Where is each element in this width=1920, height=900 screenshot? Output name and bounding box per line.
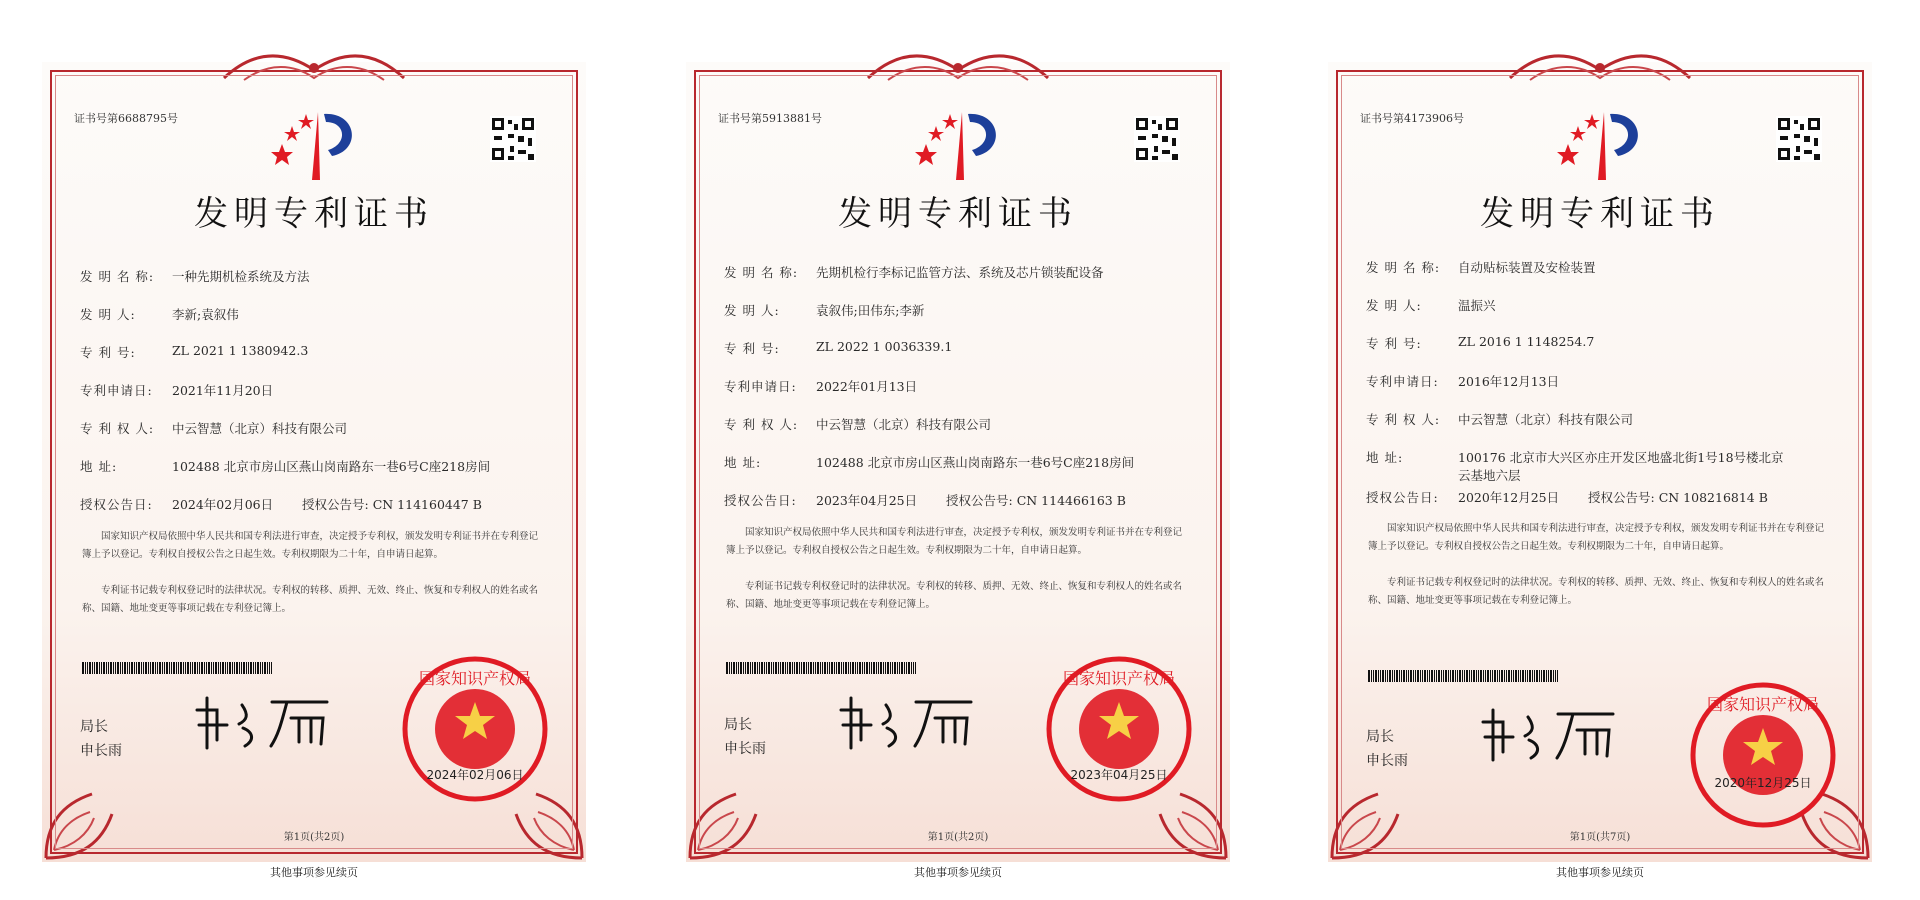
certificate-number: 证书号第4173906号 [1360, 112, 1464, 125]
corner-ornament-icon [42, 784, 120, 862]
publication-number-field: 授权公告号: CN 114160447 B [302, 497, 482, 512]
patent-number-field: 专 利 号: ZL 2022 1 0036339.1 [724, 339, 953, 356]
invention-name-field: 发 明 名 称: 一种先期机检系统及方法 [80, 269, 310, 284]
legal-status-statement: 专利证书记载专利权登记时的法律状况。专利权的转移、质押、无效、终止、恢复和专利权人的姓名或名称、国籍、地址变更等事项记载在专利登记簿上。 [726, 581, 1183, 610]
grant-statement: 国家知识产权局依照中华人民共和国专利法进行审查，决定授予专利权，颁发发明专利证书并在专利登记簿上予以登记。专利权自授权公告之日起生效。专利权期限为二十年，自申请日起算。 [82, 531, 539, 560]
certificate-number: 证书号第6688795号 [74, 112, 178, 125]
corner-ornament-icon [1328, 784, 1406, 862]
page-number: 第1页(共7页) [1569, 832, 1631, 843]
cnipa-logo-icon [1548, 104, 1658, 182]
certificate-title: 发明专利证书 [1480, 194, 1720, 234]
legal-status-statement: 专利证书记载专利权登记时的法律状况。专利权的转移、质押、无效、终止、恢复和专利权人的姓名或名称、国籍、地址变更等事项记载在专利登记簿上。 [1368, 577, 1825, 606]
page-number: 第1页(共2页) [927, 832, 989, 843]
cnipa-logo-icon [262, 104, 372, 182]
director-name: 申长雨 [1366, 753, 1408, 769]
inventor-field: 发 明 人: 袁叙伟;田伟东;李新 [724, 303, 925, 318]
barcode-icon [82, 662, 272, 674]
certificate-1 [42, 62, 586, 862]
certificate-title: 发明专利证书 [194, 194, 434, 234]
director-name: 申长雨 [724, 741, 766, 757]
application-date-field: 专利申请日: 2016年12月13日 [1366, 374, 1560, 389]
cnipa-logo-icon [906, 104, 1016, 182]
director-title: 局长 [724, 717, 752, 733]
legal-status-statement: 专利证书记载专利权登记时的法律状况。专利权的转移、质押、无效、终止、恢复和专利权人的姓名或名称、国籍、地址变更等事项记载在专利登记簿上。 [82, 585, 539, 614]
application-date-field: 专利申请日: 2022年01月13日 [724, 379, 918, 394]
barcode-icon [1368, 670, 1558, 682]
footer-note: 其他事项参见续页 [270, 866, 358, 879]
address-field: 地 址: 102488 北京市房山区燕山岗南路东一巷6号C座218房间 [80, 459, 491, 474]
publication-date-field: 授权公告日: 2020年12月25日 [1366, 490, 1560, 505]
qr-code-icon [490, 116, 536, 162]
address-field: 地 址: 102488 北京市房山区燕山岗南路东一巷6号C座218房间 [724, 455, 1135, 470]
certificate-title: 发明专利证书 [838, 194, 1078, 234]
patentee-field: 专 利 权 人: 中云智慧（北京）科技有限公司 [1366, 412, 1634, 427]
signature-icon [1473, 702, 1623, 762]
seal-date: 2024年02月06日 [426, 768, 524, 782]
publication-number-field: 授权公告号: CN 108216814 B [1588, 490, 1768, 505]
grant-statement: 国家知识产权局依照中华人民共和国专利法进行审查，决定授予专利权，颁发发明专利证书并在专利登记簿上予以登记。专利权自授权公告之日起生效。专利权期限为二十年，自申请日起算。 [1368, 523, 1825, 552]
svg-text:国家知识产权局: 国家知识产权局 [1062, 669, 1176, 688]
inventor-field: 发 明 人: 李新;袁叙伟 [80, 307, 239, 322]
publication-date-field: 授权公告日: 2023年04月25日 [724, 493, 918, 508]
certificate-3 [1328, 62, 1872, 862]
seal-date: 2020年12月25日 [1714, 776, 1812, 790]
publication-date-field: 授权公告日: 2024年02月06日 [80, 497, 274, 512]
director-title: 局长 [1366, 729, 1394, 745]
top-ornament-icon [858, 50, 1058, 86]
page-number: 第1页(共2页) [283, 832, 345, 843]
patentee-field: 专 利 权 人: 中云智慧（北京）科技有限公司 [80, 421, 348, 436]
seal-icon [1688, 680, 1838, 830]
certificate-number: 证书号第5913881号 [718, 112, 822, 125]
seal-date: 2023年04月25日 [1070, 768, 1168, 782]
director-name: 申长雨 [80, 743, 122, 759]
svg-text:国家知识产权局: 国家知识产权局 [1706, 695, 1820, 714]
director-title: 局长 [80, 719, 108, 735]
invention-name-field: 发 明 名 称: 自动贴标装置及安检装置 [1366, 260, 1596, 275]
patent-number-field: 专 利 号: ZL 2016 1 1148254.7 [1366, 334, 1595, 351]
application-date-field: 专利申请日: 2021年11月20日 [80, 383, 274, 398]
certificate-2 [686, 62, 1230, 862]
top-ornament-icon [1500, 50, 1700, 86]
publication-number-field: 授权公告号: CN 114466163 B [946, 493, 1126, 508]
signature-icon [187, 690, 337, 750]
patent-number-field: 专 利 号: ZL 2021 1 1380942.3 [80, 343, 309, 360]
footer-note: 其他事项参见续页 [1556, 866, 1644, 879]
inventor-field: 发 明 人: 温振兴 [1366, 298, 1496, 313]
signature-icon [831, 690, 981, 750]
footer-note: 其他事项参见续页 [914, 866, 1002, 879]
address-line-2: 云基地六层 [1458, 468, 1521, 483]
qr-code-icon [1776, 116, 1822, 162]
patentee-field: 专 利 权 人: 中云智慧（北京）科技有限公司 [724, 417, 992, 432]
svg-text:国家知识产权局: 国家知识产权局 [418, 669, 532, 688]
barcode-icon [726, 662, 916, 674]
grant-statement: 国家知识产权局依照中华人民共和国专利法进行审查，决定授予专利权，颁发发明专利证书并在专利登记簿上予以登记。专利权自授权公告之日起生效。专利权期限为二十年，自申请日起算。 [726, 527, 1183, 556]
top-ornament-icon [214, 50, 414, 86]
address-field: 地 址: 100176 北京市大兴区亦庄开发区地盛北街1号18号楼北京 云基地六层 [1366, 450, 1784, 483]
qr-code-icon [1134, 116, 1180, 162]
invention-name-field: 发 明 名 称: 先期机检行李标记监管方法、系统及芯片锁装配设备 [724, 265, 1104, 280]
corner-ornament-icon [686, 784, 764, 862]
